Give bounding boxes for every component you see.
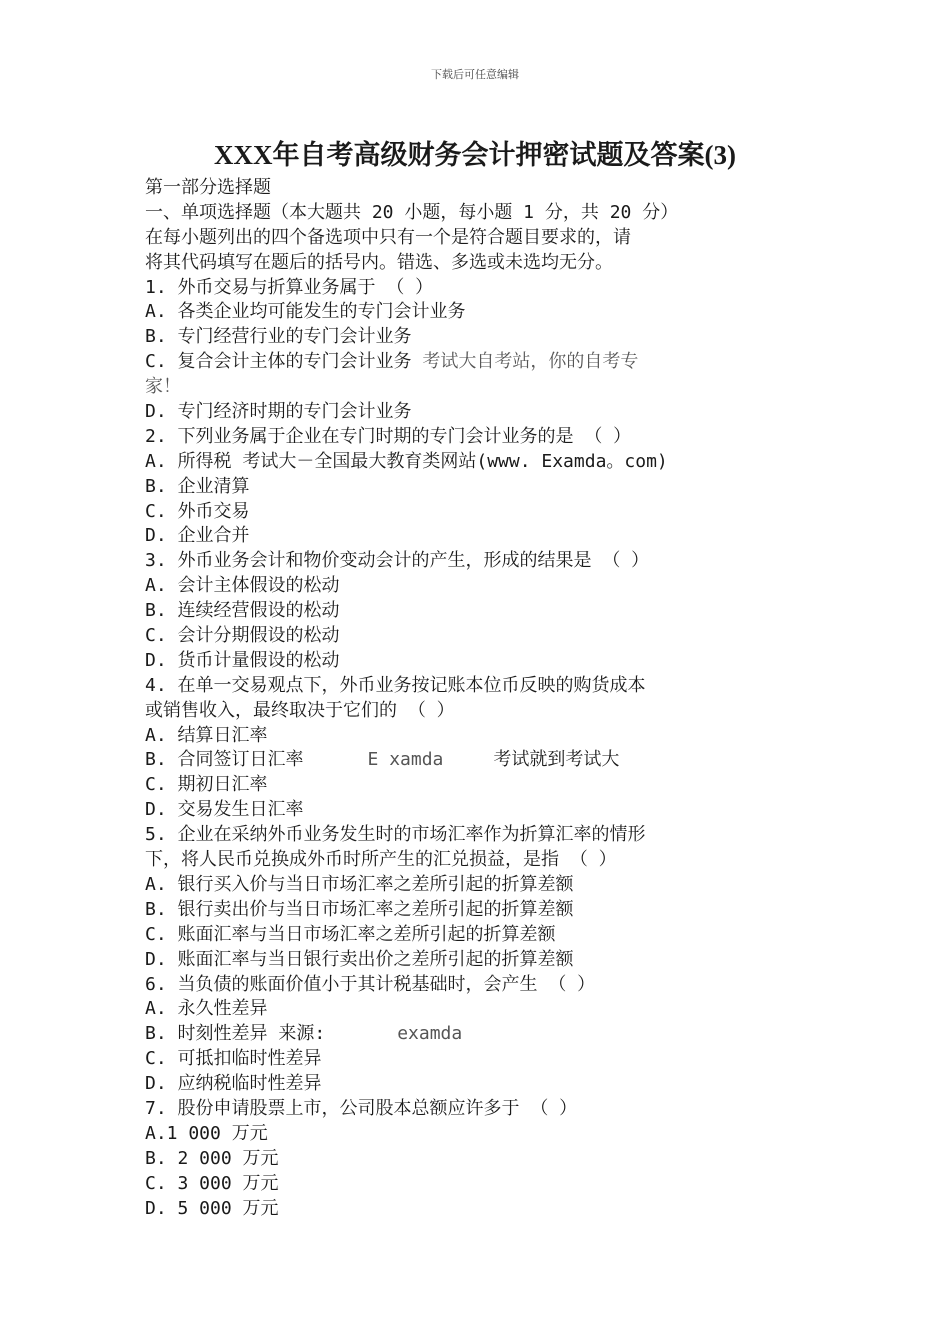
question-stem: 1. 外币交易与折算业务属于 （ ） (145, 276, 434, 298)
question-stem: 5. 企业在采纳外币业务发生时的市场汇率作为折算汇率的情形 (145, 824, 646, 846)
option: B. 企业清算 (145, 475, 250, 497)
option: B. 连续经营假设的松动 (145, 600, 340, 622)
option-with-note (145, 748, 815, 773)
option: D. 应纳税临时性差异 (145, 1073, 322, 1095)
option: C. 外币交易 (145, 500, 250, 522)
instruction-line: 一、单项选择题（本大题共 20 小题，每小题 1 分，共 20 分） (145, 201, 679, 223)
option: C. 可抵扣临时性差异 (145, 1048, 322, 1070)
question-stem: 7. 股份申请股票上市，公司股本总额应许多于 （ ） (145, 1097, 578, 1119)
option: D. 账面汇率与当日银行卖出价之差所引起的折算差额 (145, 948, 574, 970)
option-with-note (145, 1022, 815, 1047)
question-stem: 4. 在单一交易观点下，外币业务按记账本位币反映的购货成本 (145, 674, 646, 696)
question-stem: 6. 当负债的账面价值小于其计税基础时，会产生 （ ） (145, 973, 596, 995)
option: C. 复合会计主体的专门会计业务 (145, 351, 412, 373)
option: A. 永久性差异 (145, 998, 268, 1020)
question-stem: 3. 外币业务会计和物价变动会计的产生，形成的结果是 （ ） (145, 550, 650, 572)
option: D. 企业合并 (145, 525, 250, 547)
option: D. 货币计量假设的松动 (145, 649, 340, 671)
option: C. 会计分期假设的松动 (145, 625, 340, 647)
option: D. 5 000 万元 (145, 1197, 279, 1219)
exam-content (145, 176, 815, 1221)
watermark-note: 考试大－全国最大教育类网站(www. Examda。com) (242, 450, 668, 472)
option: B. 合同签订日汇率 (145, 749, 304, 771)
watermark-note: examda (397, 1023, 463, 1045)
header-note: 下载后可任意编辑 (431, 68, 519, 81)
option: A. 所得税 (145, 450, 232, 472)
option: A. 银行买入价与当日市场汇率之差所引起的折算差额 (145, 873, 574, 895)
watermark-note: E xamda (367, 749, 444, 771)
page-title: XXX年自考高级财务会计押密试题及答案(3) (214, 140, 736, 170)
option: B. 时刻性差异 来源: (145, 1023, 326, 1045)
option: C. 期初日汇率 (145, 774, 268, 796)
watermark-note: 考试就到考试大 (493, 749, 620, 771)
option: D. 专门经济时期的专门会计业务 (145, 401, 412, 423)
option: A. 会计主体假设的松动 (145, 575, 340, 597)
watermark-note: 考试大自考站，你的自考专 (422, 351, 639, 373)
option: B. 2 000 万元 (145, 1147, 279, 1169)
question-stem: 或销售收入，最终取决于它们的 （ ） (145, 699, 455, 721)
watermark-note: 家！ (145, 376, 181, 398)
instruction-line: 在每小题列出的四个备选项中只有一个是符合题目要求的，请 (145, 226, 631, 248)
option: A.1 000 万元 (145, 1122, 268, 1144)
option: A. 各类企业均可能发生的专门会计业务 (145, 301, 466, 323)
section-heading: 第一部分选择题 (145, 177, 271, 198)
option: C. 3 000 万元 (145, 1172, 279, 1194)
option: A. 结算日汇率 (145, 724, 268, 746)
option-with-note (145, 450, 815, 475)
option: C. 账面汇率与当日市场汇率之差所引起的折算差额 (145, 923, 556, 945)
option: B. 银行卖出价与当日市场汇率之差所引起的折算差额 (145, 898, 574, 920)
question-stem: 下，将人民币兑换成外币时所产生的汇兑损益，是指 （ ） (145, 849, 617, 871)
option: B. 专门经营行业的专门会计业务 (145, 326, 412, 348)
option-with-note (145, 350, 815, 375)
option: D. 交易发生日汇率 (145, 799, 304, 821)
question-stem: 2. 下列业务属于企业在专门时期的专门会计业务的是 （ ） (145, 425, 632, 447)
instruction-line: 将其代码填写在题后的括号内。错选、多选或未选均无分。 (145, 251, 613, 273)
